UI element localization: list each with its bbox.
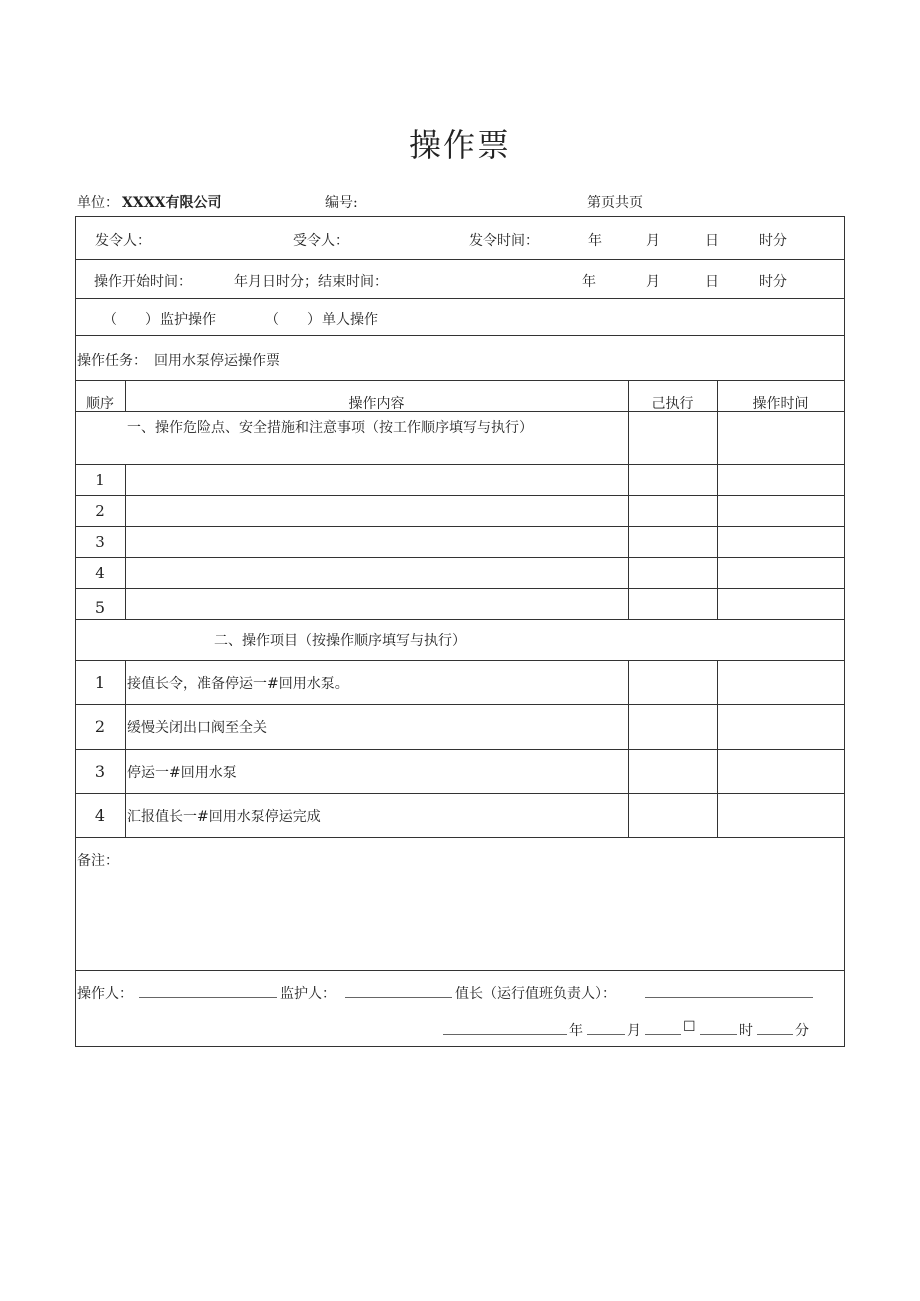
start-time-label: 操作开始时间： [94,274,192,290]
s2-seq-2: 2 [94,717,106,736]
operator-label: 操作人： [77,986,133,1002]
s2-item-1: 接值长令，准备停运一#回用水泵。 [127,676,349,692]
s1-seq-5: 5 [94,598,106,617]
footer-box: ☐ [683,1019,696,1035]
task-value: 回用水泵停运操作票 [154,353,280,369]
footer-month: 月 [627,1023,641,1039]
guardian-line[interactable] [345,997,452,998]
end-day: 日 [705,274,719,290]
unit-label: 单位： [77,195,119,211]
s2-seq-3: 3 [94,762,106,781]
s1-seq-1: 1 [95,471,105,489]
section2-heading: 二、操作项目（按操作顺序填写与执行） [214,633,466,649]
single-checkbox[interactable]: （ ） [265,312,321,328]
order-time-label: 发令时间： [469,233,539,249]
guard-mode-label: 监护操作 [160,312,216,328]
order-hm: 时分 [759,233,787,249]
code-label: 编号: [325,195,358,211]
guard-checkbox[interactable]: （ ） [103,312,159,328]
s1-seq-4: 4 [95,564,105,582]
date-line[interactable] [443,1034,567,1035]
s2-seq-4: 4 [94,806,106,825]
issuer-label: 发令人： [95,233,151,249]
s2-item-2: 缓慢关闭出口阀至全关 [127,720,267,736]
page-title: 操作票 [408,126,511,164]
single-mode-label: 单人操作 [322,312,378,328]
end-year: 年 [582,274,596,290]
end-hm: 时分 [759,274,787,290]
receiver-label: 受令人： [293,233,349,249]
footer-minute: 分 [795,1023,809,1039]
end-time-label: 年月日时分；结束时间： [234,274,388,290]
footer-year: 年 [569,1023,583,1039]
end-month: 月 [646,274,660,290]
footer-hour: 时 [739,1023,753,1039]
remarks-label: 备注： [77,853,119,869]
order-day: 日 [705,233,719,249]
s1-seq-3: 3 [95,533,105,551]
task-label: 操作任务： [77,353,147,369]
unit-value: XXXX有限公司 [122,195,222,211]
day-line[interactable] [645,1034,681,1035]
hour-line[interactable] [700,1034,737,1035]
s1-seq-2: 2 [95,502,105,520]
minute-line[interactable] [757,1034,793,1035]
s2-item-4: 汇报值长一#回用水泵停运完成 [127,809,321,825]
page-count: 第页共页 [587,195,643,211]
col-seq: 顺序 [86,396,114,412]
chief-line[interactable] [645,997,813,998]
order-year: 年 [588,233,602,249]
month-line[interactable] [587,1034,625,1035]
operator-line[interactable] [139,997,277,998]
col-time: 操作时间 [752,396,809,412]
chief-label: 值长（运行值班负责人）： [455,986,616,1002]
s2-seq-1: 1 [94,673,106,692]
col-content: 操作内容 [348,396,405,412]
col-done: 己执行 [651,396,694,412]
order-month: 月 [646,233,660,249]
s2-item-3: 停运一#回用水泵 [127,765,237,781]
guardian-label: 监护人： [280,986,336,1002]
section1-heading: 一、操作危险点、安全措施和注意事项（按工作顺序填写与执行） [127,420,533,436]
